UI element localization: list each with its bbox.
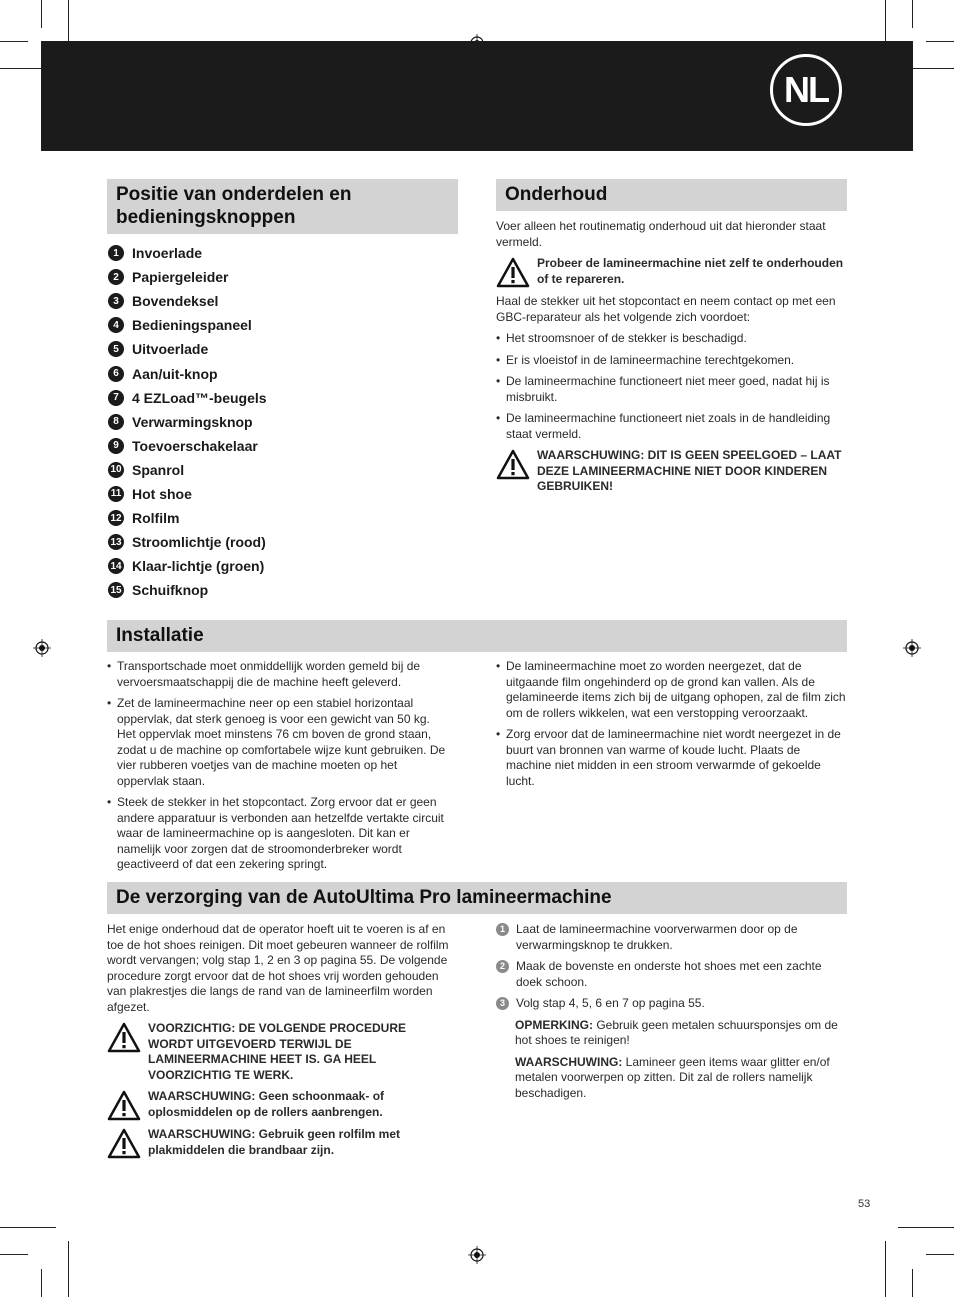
page-number: 53 [858, 1198, 871, 1210]
step-number: 1 [496, 923, 509, 936]
warning-icon [496, 257, 530, 288]
list-item [108, 482, 267, 506]
warning-text: VOORZICHTIG: DE VOLGENDE PROCEDURE WORDT UITGEVOERD TERWIJL DE LAMINEERMACHINE HEET IS. GA HEEL VOORZICHTIG TE WERK. [148, 1021, 407, 1082]
list-item [108, 554, 267, 578]
bullet-item: • De lamineermachine functioneert niet meer goed, nadat hij is misbruikt. [496, 374, 848, 405]
bullet-item: • De lamineermachine moet zo worden neergezet, dat de uitgaande film ongehinderd op de grond kan vallen. Als de gelamineerde items zich bij de uitgang ophopen, zal de film zich om de rollers wikkelen, wat een verstopping veroorzaakt. [496, 659, 848, 721]
warning-icon [107, 1090, 141, 1121]
registration-mark-icon [903, 639, 921, 657]
warning-paragraph [496, 1055, 848, 1102]
warning-text: WAARSCHUWING: Gebruik geen rolfilm met plakmiddelen die brandbaar zijn. [148, 1127, 401, 1157]
list-item [108, 386, 267, 410]
installatie-left-column [107, 659, 451, 879]
warning-icon [107, 1128, 141, 1159]
item-number: 4 [108, 317, 124, 333]
item-label: Spanrol [132, 461, 185, 478]
item-number: 8 [108, 414, 124, 430]
warning-icon [107, 1022, 141, 1053]
step-item [496, 959, 848, 990]
warning-block [496, 448, 848, 495]
crop-mark [68, 1241, 69, 1297]
crop-mark [912, 0, 913, 28]
step-number: 2 [496, 960, 509, 973]
item-number: 3 [108, 293, 124, 309]
registration-mark-icon [33, 639, 51, 657]
warning-block [107, 1021, 453, 1083]
item-number: 2 [108, 269, 124, 285]
item-label: Verwarmingsknop [132, 413, 253, 430]
warning-block [107, 1127, 453, 1159]
crop-mark [898, 1227, 954, 1228]
crop-mark [885, 1241, 886, 1297]
verzorging-intro: Het enige onderhoud dat de operator hoeft uit te voeren is af en toe de hot shoes reinigen. Dit moet gebeuren wanneer de rolfilm wordt vervangen; volg stap 1, 2 en 3 op pagina 55. De volgende procedure zorgt ervoor dat de hot shoes vrij worden gehouden van plakrestjes die langs de rand van de lamineerfilm worden afgezet. [107, 922, 449, 1014]
list-item [108, 265, 267, 289]
item-number: 10 [108, 462, 124, 478]
list-item [108, 361, 267, 385]
warning-label: WAARSCHUWING: [515, 1054, 623, 1069]
bullet-item: • Er is vloeistof in de lamineermachine terechtgekomen. [496, 353, 848, 369]
verzorging-right-column [496, 922, 848, 1107]
crop-mark [926, 1254, 954, 1255]
item-number: 12 [108, 510, 124, 526]
note-paragraph [496, 1018, 848, 1049]
step-item [496, 996, 848, 1012]
item-label: Toevoerschakelaar [132, 437, 258, 454]
item-label: Stroomlichtje (rood) [132, 534, 266, 551]
onderhoud-intro: Voer alleen het routinematig onderhoud uit dat hieronder staat vermeld. [496, 219, 826, 249]
onderhoud-content [496, 219, 848, 501]
crop-mark [912, 1269, 913, 1297]
item-label: Bovendeksel [132, 293, 219, 310]
onderhoud-paragraph: Haal de stekker uit het stopcontact en neem contact op met een GBC-reparateur als het volgende zich voordoet: [496, 294, 836, 324]
warning-text: WAARSCHUWING: Geen schoonmaak- of oplosmiddelen op de rollers aanbrengen. [148, 1089, 385, 1119]
item-number: 15 [108, 582, 124, 598]
parts-section-title: Positie van onderdelen en bedieningsknoppen [107, 179, 458, 234]
installatie-right-column [496, 659, 848, 795]
bullet-item: • Het stroomsnoer of de stekker is beschadigd. [496, 331, 848, 347]
registration-mark-icon [468, 1246, 486, 1264]
list-item [108, 530, 267, 554]
verzorging-left-column [107, 922, 453, 1165]
warning-block [496, 256, 848, 288]
bullet-item: • Steek de stekker in het stopcontact. Zorg ervoor dat er geen andere apparatuur is verbonden aan hetzelfde vertakte circuit waar de lamineermachine op is aangesloten. Dit kan er namelijk voor zorgen dat de stroomonderbreker wordt geactiveerd of dat een zekering springt. [107, 795, 451, 873]
step-text: Laat de lamineermachine voorverwarmen door op de verwarmingsknop te drukken. [516, 922, 798, 952]
item-number: 13 [108, 534, 124, 550]
list-item [108, 241, 267, 265]
item-number: 5 [108, 341, 124, 357]
list-item [108, 410, 267, 434]
list-item [108, 506, 267, 530]
note-label: OPMERKING: [515, 1017, 593, 1032]
item-label: Klaar-lichtje (groen) [132, 558, 265, 575]
item-label: Rolfilm [132, 510, 180, 527]
item-number: 1 [108, 245, 124, 261]
step-text: Volg stap 4, 5, 6 en 7 op pagina 55. [516, 996, 705, 1010]
item-number: 11 [108, 486, 124, 502]
crop-mark [41, 1269, 42, 1297]
list-item [108, 289, 267, 313]
warning-block [107, 1089, 453, 1121]
item-number: 9 [108, 438, 124, 454]
onderhoud-section-title: Onderhoud [496, 179, 847, 211]
language-badge: NL [770, 54, 842, 126]
step-item [496, 922, 848, 953]
list-item [108, 458, 267, 482]
warning-text: WAARSCHUWING: DIT IS GEEN SPEELGOED – LAAT DEZE LAMINEERMACHINE NIET DOOR KINDEREN GEBRUIKEN! [537, 448, 842, 493]
item-label: Invoerlade [132, 245, 203, 262]
crop-mark [926, 41, 954, 42]
item-label: Hot shoe [132, 485, 192, 502]
warning-text: Lamineer geen items waar glitter en/of metalen voorwerpen op zitten. Dit zal de rollers namelijk beschadigen. [515, 1054, 830, 1100]
step-number: 3 [496, 997, 509, 1010]
item-label: Papiergeleider [132, 269, 229, 286]
crop-mark [0, 41, 28, 42]
bullet-item: • Transportschade moet onmiddellijk worden gemeld bij de vervoersmaatschappij die de machine heeft geleverd. [107, 659, 451, 690]
item-label: 4 EZLoad™-beugels [132, 389, 267, 406]
step-text: Maak de bovenste en onderste hot shoes met een zachte doek schoon. [516, 959, 822, 989]
list-item [108, 337, 267, 361]
list-item [108, 578, 267, 602]
bullet-item: • Zorg ervoor dat de lamineermachine niet wordt neergezet in de buurt van bronnen van warme of koude lucht. Plaats de machine niet midden in een stroom verwarmde of gekoelde lucht. [496, 727, 848, 789]
item-label: Schuifknop [132, 582, 209, 599]
list-item [108, 313, 267, 337]
crop-mark [0, 1227, 56, 1228]
warning-icon [496, 449, 530, 480]
warning-text: Probeer de lamineermachine niet zelf te onderhouden of te repareren. [537, 256, 844, 286]
list-item [108, 434, 267, 458]
note-text: Gebruik geen metalen schuursponsjes om de hot shoes te reinigen! [515, 1017, 838, 1047]
parts-list [108, 241, 267, 602]
bullet-item: • Zet de lamineermachine neer op een stabiel horizontaal oppervlak, dat sterk genoeg is voor een gewicht van 50 kg. Het oppervlak moet minstens 76 cm boven de grond staan, zodat u de machine op comfortabele wijze kunt gebruiken. De vier rubberen voetjes van de machine moeten op het oppervlak staan. [107, 696, 451, 789]
crop-mark [41, 0, 42, 28]
item-label: Uitvoerlade [132, 341, 209, 358]
crop-mark [0, 1254, 28, 1255]
bullet-item: • De lamineermachine functioneert niet zoals in de handleiding staat vermeld. [496, 411, 848, 442]
installatie-section-title: Installatie [107, 620, 847, 652]
item-label: Aan/uit-knop [132, 365, 218, 382]
item-number: 6 [108, 366, 124, 382]
item-number: 7 [108, 390, 124, 406]
verzorging-section-title: De verzorging van de AutoUltima Pro lamineermachine [107, 882, 847, 914]
item-label: Bedieningspaneel [132, 317, 252, 334]
item-number: 14 [108, 558, 124, 574]
